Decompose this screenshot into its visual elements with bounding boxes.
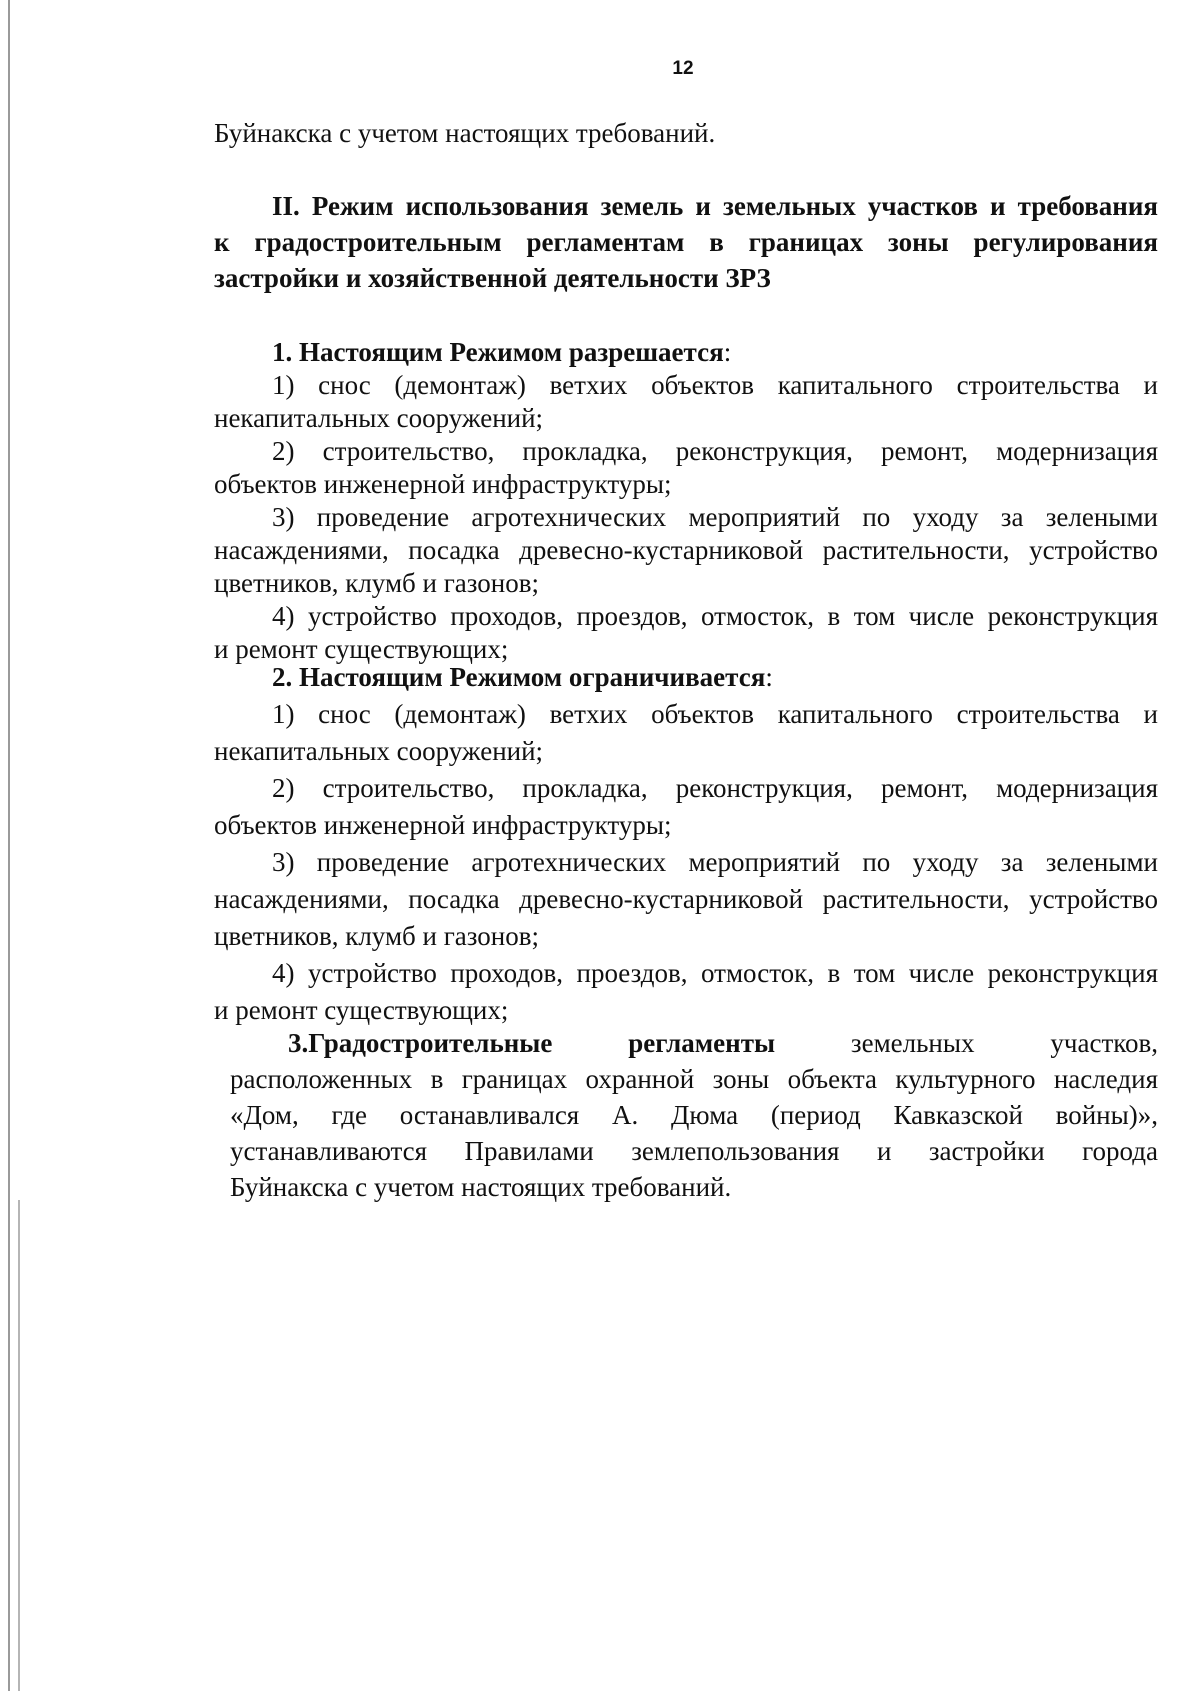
restricted-item-2-line-2: объектов инженерной инфраструктуры; xyxy=(214,810,672,840)
permitted-title-text: 1. Настоящим Режимом разрешается xyxy=(272,337,724,367)
section-heading xyxy=(214,188,1158,296)
restricted-item-3-line-2: насаждениями, посадка древесно-кустарниковой растительности, устройство xyxy=(214,884,1158,914)
regulations-line-1 xyxy=(230,1025,1158,1061)
regulations-line-3: «Дом, где останавливался А. Дюма (период Кавказской войны)», xyxy=(230,1100,1158,1130)
permitted-section xyxy=(214,336,1158,666)
regulations-line-1-rest: земельных участков, xyxy=(775,1028,1158,1058)
permitted-item-1-line-2: некапитальных сооружений; xyxy=(214,403,544,433)
restricted-item-1-line-1: 1) снос (демонтаж) ветхих объектов капитального строительства и xyxy=(272,699,1158,729)
scan-edge xyxy=(8,0,10,1691)
page-number: 12 xyxy=(672,58,694,79)
regulations-line-5: Буйнакска с учетом настоящих требований. xyxy=(230,1172,732,1202)
permitted-title-colon: : xyxy=(723,337,732,367)
restricted-item-1-line-2: некапитальных сооружений; xyxy=(214,736,544,766)
permitted-item-2-line-1: 2) строительство, прокладка, реконструкция, ремонт, модернизация xyxy=(272,436,1158,466)
restricted-title xyxy=(214,659,1158,696)
restricted-item-4-line-2: и ремонт существующих; xyxy=(214,995,509,1025)
permitted-title xyxy=(214,336,1158,369)
restricted-title-text: 2. Настоящим Режимом ограничивается xyxy=(272,662,766,692)
heading-line-1: II. Режим использования земель и земельных участков и требования xyxy=(272,191,1158,221)
restricted-item-3-line-3: цветников, клумб и газонов; xyxy=(214,921,539,951)
restricted-item-4-line-1: 4) устройство проходов, проездов, отмосток, в том числе реконструкция xyxy=(272,958,1158,988)
permitted-item-3-line-2: насаждениями, посадка древесно-кустарниковой растительности, устройство xyxy=(214,535,1158,565)
intro-line: Буйнакска с учетом настоящих требований. xyxy=(214,118,716,148)
scan-edge xyxy=(18,1200,20,1691)
intro-paragraph xyxy=(214,117,1158,150)
permitted-item-4-line-1: 4) устройство проходов, проездов, отмосток, в том числе реконструкция xyxy=(272,601,1158,631)
permitted-item-1-line-1: 1) снос (демонтаж) ветхих объектов капитального строительства и xyxy=(272,370,1158,400)
permitted-item-2-line-2: объектов инженерной инфраструктуры; xyxy=(214,469,672,499)
permitted-item-4-line-2: и ремонт существующих; xyxy=(214,634,509,664)
regulations-line-2: расположенных в границах охранной зоны объекта культурного наследия xyxy=(230,1064,1158,1094)
restricted-section xyxy=(214,659,1158,1029)
permitted-item-3-line-1: 3) проведение агротехнических мероприятий по уходу за зелеными xyxy=(272,502,1158,532)
regulations-paragraph xyxy=(230,1025,1158,1205)
regulations-bold: 3.Градостроительные регламенты xyxy=(288,1028,776,1058)
regulations-line-4: устанавливаются Правилами землепользования и застройки города xyxy=(230,1136,1158,1166)
permitted-item-3-line-3: цветников, клумб и газонов; xyxy=(214,568,539,598)
heading-line-2: к градостроительным регламентам в границах зоны регулирования xyxy=(214,227,1158,257)
restricted-item-2-line-1: 2) строительство, прокладка, реконструкция, ремонт, модернизация xyxy=(272,773,1158,803)
restricted-item-3-line-1: 3) проведение агротехнических мероприятий по уходу за зелеными xyxy=(272,847,1158,877)
heading-line-3: застройки и хозяйственной деятельности ЗРЗ xyxy=(214,263,771,293)
restricted-title-colon: : xyxy=(765,662,773,692)
